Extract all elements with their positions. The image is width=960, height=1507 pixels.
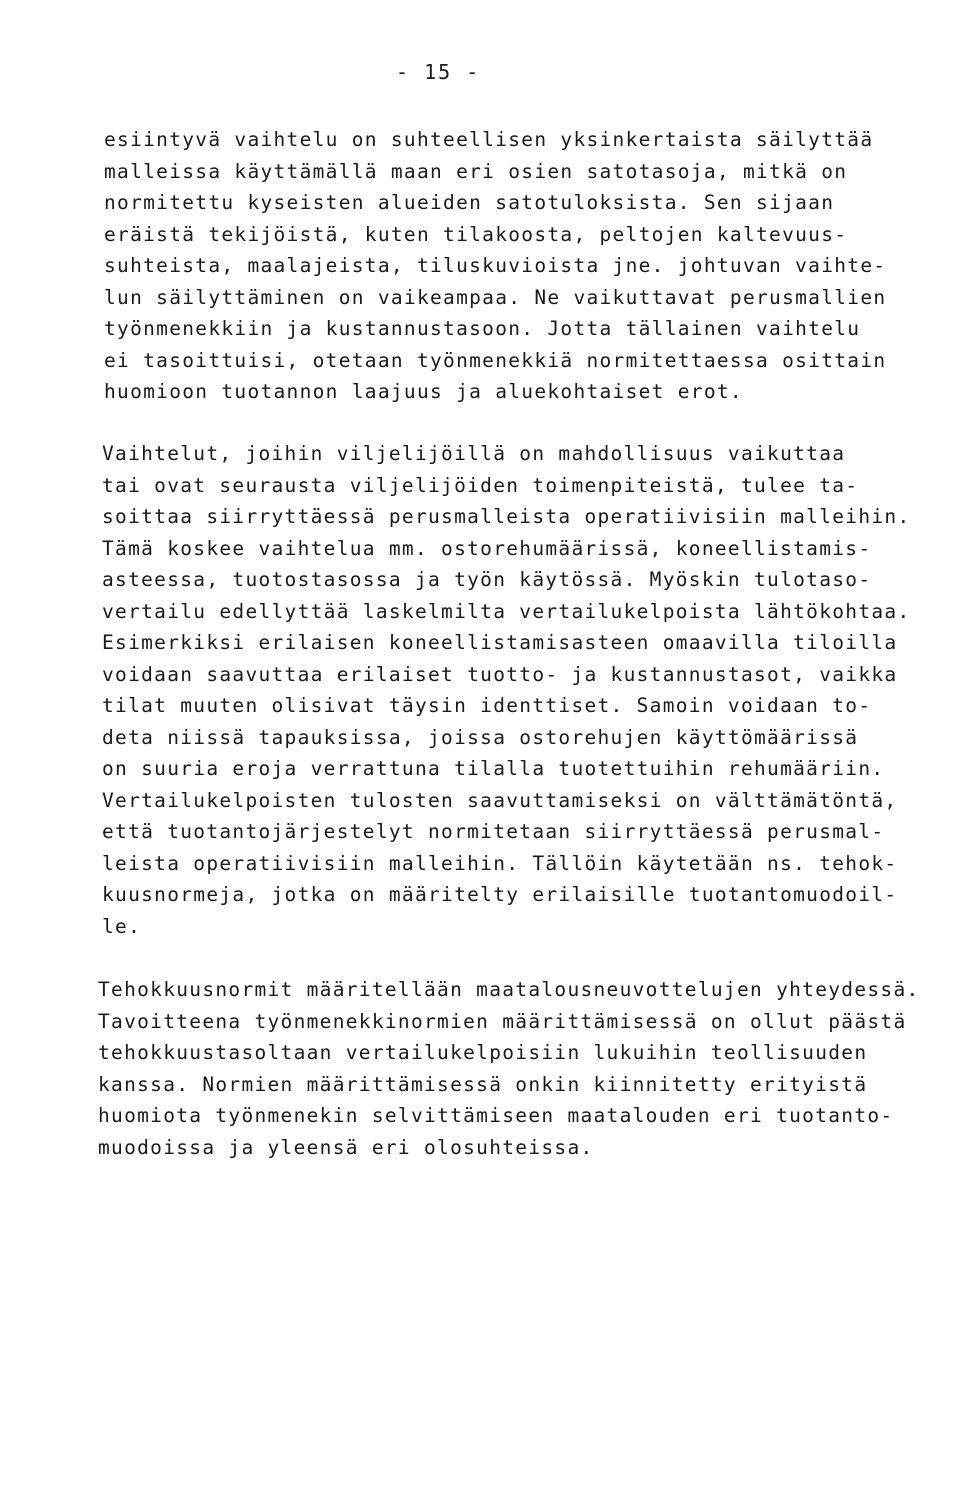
text-line: malleissa käyttämällä maan eri osien satotasoja, mitkä on bbox=[104, 159, 848, 183]
text-line: Vertailukelpoisten tulosten saavuttamiseksi on välttämätöntä, bbox=[102, 788, 898, 812]
text-line: muodoissa ja yleensä eri olosuhteissa. bbox=[98, 1135, 594, 1159]
text-line: vertailu edellyttää laskelmilta vertailukelpoista lähtökohtaa. bbox=[102, 599, 911, 623]
text-line: Tavoitteena työnmenekkinormien määrittämisessä on ollut päästä bbox=[98, 1009, 907, 1033]
text-line: tehokkuustasoltaan vertailukelpoisiin lukuihin teollisuuden bbox=[98, 1041, 868, 1064]
text-line: Tämä koskee vaihtelua mm. ostorehumäärissä, koneellistamis- bbox=[102, 536, 872, 560]
paragraph-2 bbox=[102, 438, 911, 942]
page-number: - 15 - bbox=[396, 60, 481, 84]
text-line: normitettu kyseisten alueiden satotuloksista. Sen sijaan bbox=[104, 191, 835, 214]
text-line: työnmenekkiin ja kustannustasoon. Jotta tällainen vaihtelu bbox=[104, 317, 861, 340]
text-line: kuusnormeja, jotka on määritelty erilaisille tuotantomuodoil- bbox=[102, 883, 898, 906]
text-line: asteessa, tuotostasossa ja työn käytössä. Myöskin tulotaso- bbox=[102, 568, 872, 591]
text-line: huomioon tuotannon laajuus ja aluekohtaiset erot. bbox=[104, 380, 743, 403]
text-line: on suuria eroja verrattuna tilalla tuotettuihin rehumääriin. bbox=[102, 757, 885, 780]
text-line: lun säilyttäminen on vaikeampaa. Ne vaikuttavat perusmallien bbox=[104, 285, 887, 309]
text-line: Esimerkiksi erilaisen koneellistamisasteen omaavilla tiloilla bbox=[102, 631, 898, 654]
text-line: suhteista, maalajeista, tiluskuvioista jne. johtuvan vaihte- bbox=[104, 254, 887, 277]
text-line: soittaa siirryttäessä perusmalleista operatiivisiin malleihin. bbox=[102, 505, 911, 528]
text-line: deta niissä tapauksissa, joissa ostorehujen käyttömäärissä bbox=[102, 725, 859, 749]
text-line: huomiota työnmenekin selvittämiseen maatalouden eri tuotanto- bbox=[98, 1104, 894, 1127]
paragraph-1 bbox=[104, 124, 904, 408]
text-line: eräistä tekijöistä, kuten tilakoosta, peltojen kaltevuus- bbox=[104, 222, 848, 246]
text-line: esiintyvä vaihtelu on suhteellisen yksinkertaista säilyttää bbox=[104, 128, 874, 151]
text-line: voidaan saavuttaa erilaiset tuotto- ja kustannustasot, vaikka bbox=[102, 662, 898, 686]
text-line: tai ovat seurausta viljelijöiden toimenpiteistä, tulee ta- bbox=[102, 473, 859, 497]
text-line: Vaihtelut, joihin viljelijöillä on mahdollisuus vaikuttaa bbox=[102, 442, 846, 465]
text-line: tilat muuten olisivat täysin identtiset. Samoin voidaan to- bbox=[102, 694, 872, 717]
text-line: että tuotantojärjestelyt normitetaan siirryttäessä perusmal- bbox=[102, 820, 885, 843]
paragraph-3 bbox=[98, 974, 920, 1163]
text-line: le. bbox=[102, 914, 142, 938]
text-line: kanssa. Normien määrittämisessä onkin kiinnitetty erityistä bbox=[98, 1072, 868, 1096]
text-line: Tehokkuusnormit määritellään maatalousneuvottelujen yhteydessä. bbox=[98, 978, 920, 1001]
text-line: leista operatiivisiin malleihin. Tällöin käytetään ns. tehok- bbox=[102, 851, 898, 875]
text-line: ei tasoittuisi, otetaan työnmenekkiä normitettaessa osittain bbox=[104, 348, 887, 372]
